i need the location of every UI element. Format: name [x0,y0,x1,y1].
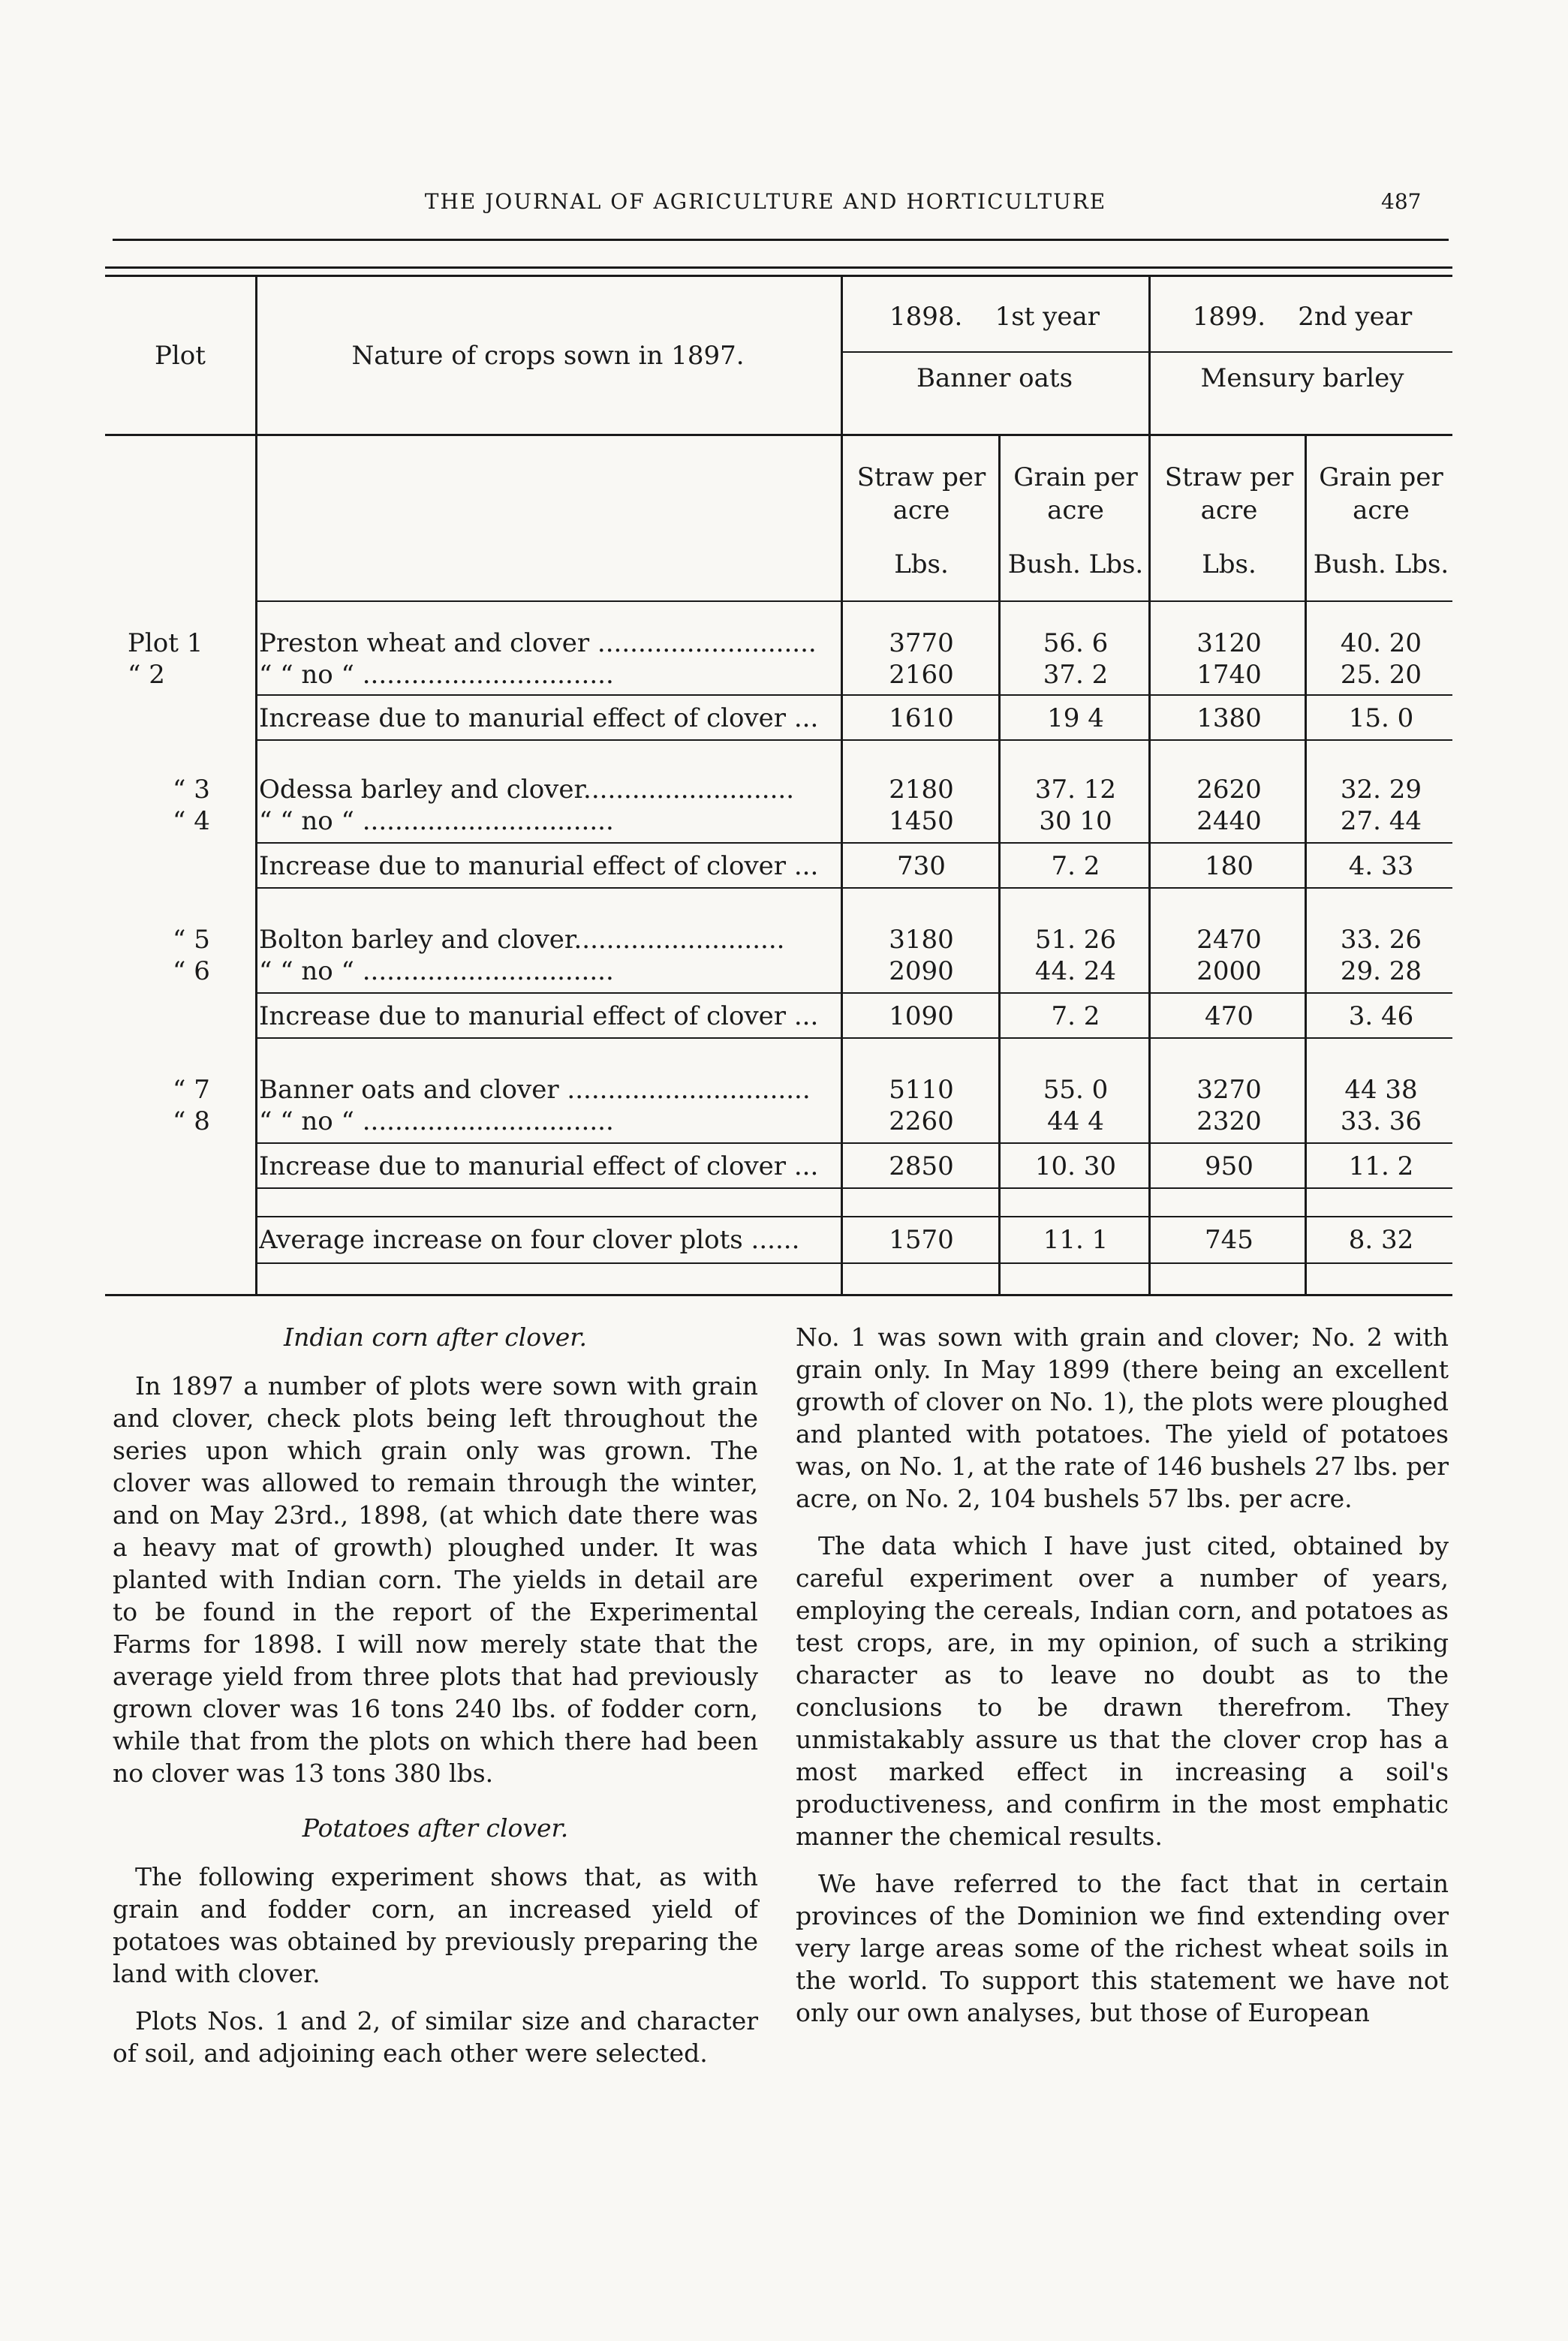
straw-1899: 2000 [1196,956,1262,986]
paragraph: In 1897 a number of plots were sown with grain and clover, check plots being left throughout the series upon which grain only was grown. The clover was allowed to remain through the winter, and on May 23rd., 1898, (at which date there was a heavy mat of growth) ploughed under. It was planted with Indian corn. The yields in detail are to be found in the report of the Experimental Farms for 1898. I will now merely state that the average yield from three plots that had previously grown clover was 16 tons 240 lbs. of fodder corn, while that from the plots on which there had been no clover was 13 tons 380 lbs. [113,1371,758,1788]
straw-1898: 3180 [889,925,954,955]
crop-name: Bolton barley and clover.......................... [259,925,785,955]
increase-straw-1898: 1610 [889,703,954,733]
average-straw-1899: 745 [1205,1225,1253,1255]
paragraph: The following experiment shows that, as with grain and fodder corn, an increased yield of potatoes was obtained by previously preparing the land with clover. [113,1862,758,1988]
grain-1898: 55. 0 [1043,1075,1109,1105]
grain-1898: 51. 26 [1034,925,1117,955]
straw-1899: 2470 [1196,925,1262,955]
header-plot: Plot [155,341,206,371]
plot-label: “ 8 [173,1106,210,1136]
section-caption: Indian corn after clover. [284,1322,587,1352]
row-rule [255,887,1452,889]
plot-label: “ 4 [173,806,210,836]
increase-straw-1899: 1380 [1196,703,1262,733]
increase-straw-1898: 1090 [889,1001,954,1031]
paragraph: No. 1 was sown with grain and clover; No. 2 with grain only. In May 1899 (there being an excellent growth of clover on No. 1), the plots were ploughed and planted with potatoes. The yield of potatoes was, on No. 1, at the rate of 146 bushels 27 lbs. per acre, on No. 2, 104 bushels 57 lbs. per acre. [796,1322,1449,1513]
crop-name: Preston wheat and clover ........................... [259,628,817,658]
table-vline [998,434,1001,1295]
row-rule [255,1187,1452,1189]
plot-label: “ 2 [128,660,165,690]
unit-bush-1899: Bush. Lbs. [1313,549,1449,579]
table-top-rule [105,266,1452,269]
crop-name: “ “ no “ ............................... [259,806,614,836]
paragraph: We have referred to the fact that in certain provinces of the Dominion we find extending over very large areas some of the richest wheat soils in the world. To support this statement we have not only our own analyses, but those of European [796,1869,1449,2027]
left-column [113,1321,758,2084]
increase-grain-1899: 11. 2 [1348,1151,1414,1181]
paragraph: Plots Nos. 1 and 2, of similar size and character of soil, and adjoining each other were selected. [113,2006,758,2068]
running-title: THE JOURNAL OF AGRICULTURE AND HORTICULTURE [424,189,1107,214]
table-bottom-rule [105,1294,1452,1296]
right-column [796,1321,1449,2044]
plot-label: “ 6 [173,956,210,986]
year2: 1899. [1192,302,1266,332]
grain-1899: 25. 20 [1340,660,1422,690]
average-rule [255,1216,1452,1217]
increase-straw-1899: 470 [1205,1001,1253,1031]
unit-lbs-1899: Lbs. [1202,549,1257,579]
header-grain-1899: Grain per acre [1319,462,1443,525]
grain-1899: 40. 20 [1340,628,1422,658]
grain-1898: 44 4 [1047,1106,1104,1136]
increase-straw-1899: 180 [1205,851,1253,881]
straw-1898: 2180 [889,775,954,805]
straw-1898: 5110 [889,1075,954,1105]
straw-1898: 2090 [889,956,954,986]
header-rule [105,434,1452,436]
grain-1899: 27. 44 [1340,806,1422,836]
increase-grain-1898: 10. 30 [1034,1151,1117,1181]
straw-1898: 2160 [889,660,954,690]
straw-1899: 2440 [1196,806,1262,836]
header-bottom-rule [255,600,1452,602]
straw-1899: 3270 [1196,1075,1262,1105]
plot-label: Plot 1 [128,628,203,658]
average-label: Average increase on four clover plots ...... [259,1225,800,1255]
plot-label: “ 5 [173,925,210,955]
increase-grain-1899: 3. 46 [1348,1001,1414,1031]
increase-label: Increase due to manurial effect of clover ... [259,851,819,881]
header-straw-1899: Straw per acre [1164,462,1294,525]
increase-label: Increase due to manurial effect of clover ... [259,1001,819,1031]
increase-grain-1898: 7. 2 [1051,1001,1100,1031]
straw-1898: 2260 [889,1106,954,1136]
header-crop1: Banner oats [916,363,1073,393]
increase-straw-1898: 730 [897,851,946,881]
crop-name: “ “ no “ ............................... [259,660,614,690]
row-rule [255,1037,1452,1039]
straw-1899: 2620 [1196,775,1262,805]
crop-name: “ “ no “ ............................... [259,956,614,986]
straw-1899: 1740 [1196,660,1262,690]
year1: 1898. [889,302,963,332]
grain-1898: 30 10 [1039,806,1112,836]
row-rule [255,992,1452,994]
row-rule [255,694,1452,696]
row-rule [255,1142,1452,1144]
page-number: 487 [1381,189,1422,214]
header-rule [113,239,1449,241]
grain-1899: 33. 26 [1340,925,1422,955]
grain-1899: 44 38 [1344,1075,1418,1105]
average-grain-1899: 8. 32 [1348,1225,1414,1255]
increase-grain-1899: 15. 0 [1348,703,1414,733]
grain-1898: 37. 2 [1043,660,1109,690]
increase-grain-1899: 4. 33 [1348,851,1414,881]
crop-name: “ “ no “ ............................... [259,1106,614,1136]
average-grain-1898: 11. 1 [1043,1225,1109,1255]
header-straw-1898: Straw per acre [856,462,986,525]
grain-1899: 29. 28 [1340,956,1422,986]
header-year1 [844,300,1145,333]
grain-1898: 37. 12 [1034,775,1117,805]
grain-1898: 56. 6 [1043,628,1109,658]
row-rule [255,739,1452,741]
header-crop2: Mensury barley [1200,363,1404,393]
paragraph: The data which I have just cited, obtained by careful experiment over a number of years, employing the cereals, Indian corn, and potatoes as test crops, are, in my opinion, of such a striking character as to leave no doubt as to the conclusions to be drawn therefrom. They unmistakably assure us that the clover crop has a most marked effect in increasing a soil's productiveness, and confirm in the most emphatic manner the chemical results. [796,1531,1449,1851]
row-rule [255,842,1452,844]
unit-bush-1898: Bush. Lbs. [1007,549,1144,579]
year2-label: 2nd year [1298,302,1413,332]
crop-name: Odessa barley and clover.......................... [259,775,795,805]
unit-lbs-1898: Lbs. [894,549,949,579]
crop-name: Banner oats and clover .............................. [259,1075,811,1105]
plot-label: “ 7 [173,1075,210,1105]
header-nature: Nature of crops sown in 1897. [351,341,745,371]
grain-1899: 33. 36 [1340,1106,1422,1136]
increase-straw-1898: 2850 [889,1151,954,1181]
average-straw-1898: 1570 [889,1225,954,1255]
header-subrule [842,351,1452,353]
table-top-rule-2 [105,275,1452,277]
straw-1899: 3120 [1196,628,1262,658]
increase-label: Increase due to manurial effect of clover ... [259,703,819,733]
straw-1898: 1450 [889,806,954,836]
header-grain-1898: Grain per acre [1013,462,1138,525]
section-caption: Potatoes after clover. [302,1813,569,1843]
header-year2 [1152,300,1452,333]
straw-1899: 2320 [1196,1106,1262,1136]
year1-label: 1st year [995,302,1100,332]
grain-1899: 32. 29 [1340,775,1422,805]
straw-1898: 3770 [889,628,954,658]
table-vline [1305,434,1307,1295]
increase-grain-1898: 7. 2 [1051,851,1100,881]
plot-label: “ 3 [173,775,210,805]
grain-1898: 44. 24 [1034,956,1117,986]
increase-label: Increase due to manurial effect of clover ... [259,1151,819,1181]
increase-straw-1899: 950 [1205,1151,1253,1181]
increase-grain-1898: 19 4 [1047,703,1104,733]
average-bottom-rule [255,1262,1452,1264]
